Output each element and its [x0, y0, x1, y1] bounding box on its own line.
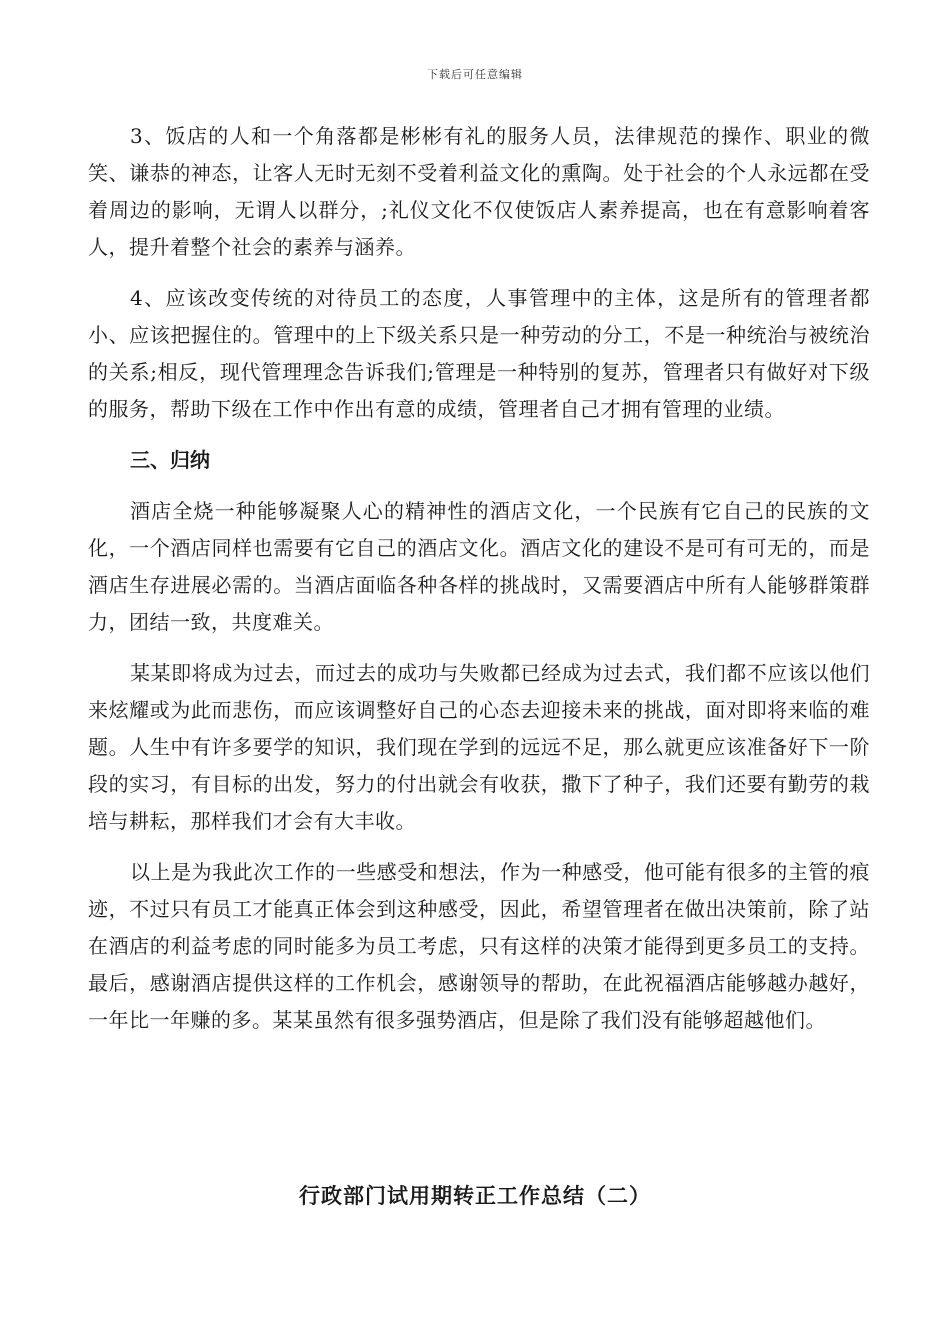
paragraph-summary-2: 某某即将成为过去，而过去的成功与失败都已经成为过去式，我们都不应该以他们来炫耀或为此而悲伤，而应该调整好自己的心态去迎接未来的挑战，面对即将来临的难题。人生中有许多要学的知识，我们现在学到的远远不足，那么就更应该准备好下一阶段的实习，有目标的出发，努力的付出就会有收获，撒下了种子，我们还要有勤劳的栽培与耕耘，那样我们才会有大丰收。 — [88, 661, 870, 833]
paragraph-3: 3、饭店的人和一个角落都是彬彬有礼的服务人员，法律规范的操作、职业的微笑、谦恭的神态，让客人无时无刻不受着利益文化的熏陶。处于社会的个人永远都在受着周边的影响，无谓人以群分，;礼仪文化不仅使饭店人素养提高，也在有意影响着客人，提升着整个社会的素养与涵养。 — [88, 124, 870, 259]
document-title: 行政部门试用期转正工作总结（二） — [299, 1183, 651, 1208]
paragraph-summary-1: 酒店全烧一种能够凝聚人心的精神性的酒店文化，一个民族有它自己的民族的文化，一个酒店同样也需要有它自己的酒店文化。酒店文化的建设不是可有可无的，而是酒店生存进展必需的。当酒店面临各种各样的挑战时，又需要酒店中所有人能够群策群力，团结一致，共度难关。 — [88, 499, 870, 634]
document-body — [88, 118, 870, 1053]
paragraph-4: 4、应该改变传统的对待员工的态度，人事管理中的主体，这是所有的管理者都小、应该把握住的。管理中的上下级关系只是一种劳动的分工，不是一种统治与被统治的关系;相反，现代管理理念告诉我们;管理是一种特别的复苏，管理者只有做好对下级的服务，帮助下级在工作中作出有意的成绩，管理者自己才拥有管理的业绩。 — [88, 286, 870, 421]
header-note: 下载后可任意编辑 — [427, 68, 523, 81]
section-heading: 三、归纳 — [130, 448, 210, 472]
paragraph-summary-3: 以上是为我此次工作的一些感受和想法，作为一种感受，他可能有很多的主管的痕迹，不过只有员工才能真正体会到这种感受，因此，希望管理者在做出决策前，除了站在酒店的利益考虑的同时能多为员工考虑，只有这样的决策才能得到更多员工的支持。最后，感谢酒店提供这样的工作机会，感谢领导的帮助，在此祝福酒店能够越办越好，一年比一年赚的多。某某虽然有很多强势酒店，但是除了我们没有能够超越他们。 — [88, 860, 870, 1032]
